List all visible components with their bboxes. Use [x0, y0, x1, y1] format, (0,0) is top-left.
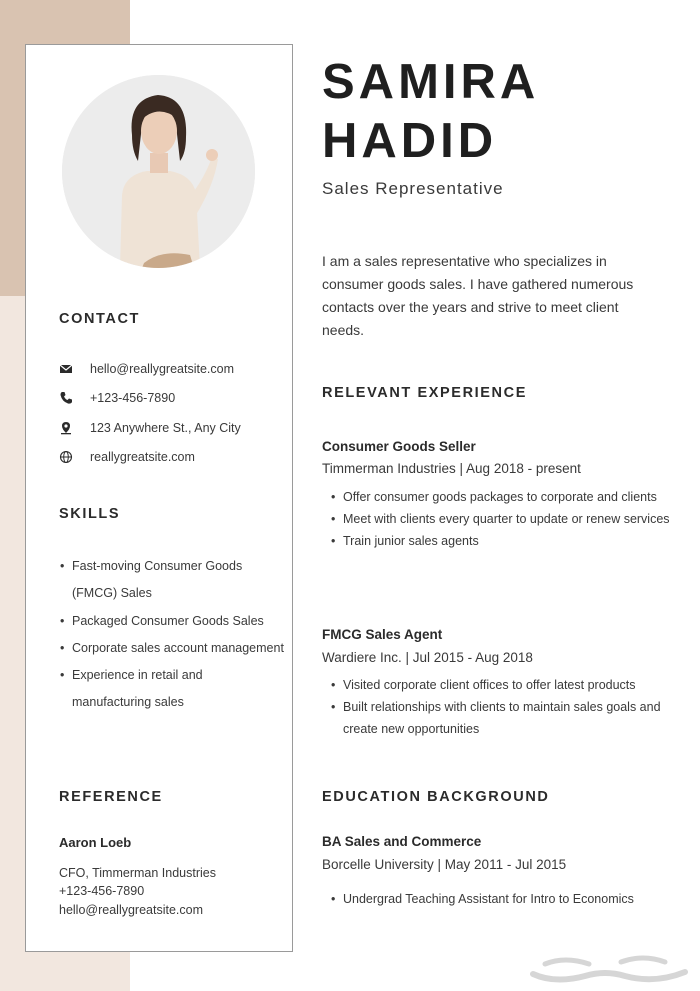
reference-phone: +123-456-7890 [59, 884, 145, 898]
experience-heading: RELEVANT EXPERIENCE [322, 385, 527, 401]
reference-heading: REFERENCE [59, 789, 163, 805]
list-item: • Undergrad Teaching Assistant for Intro to Economics [330, 888, 675, 910]
name-first: SAMIRA [322, 55, 540, 109]
list-item: • Packaged Consumer Goods Sales [59, 608, 284, 635]
list-item: • Meet with clients every quarter to update or renew services [330, 508, 675, 530]
email-icon [59, 362, 73, 376]
reference-name: Aaron Loeb [59, 835, 132, 850]
profile-summary: I am a sales representative who specializes in consumer goods sales. I have gathered numerous contacts over the years and strive to meet client needs. [322, 253, 634, 338]
name-last: HADID [322, 114, 498, 168]
job-1-title: Consumer Goods Seller [322, 439, 476, 454]
contact-heading: CONTACT [59, 311, 141, 327]
sidebar-panel [25, 44, 293, 952]
job-2-company: Wardiere Inc. | Jul 2015 - Aug 2018 [322, 650, 533, 665]
job-2-title: FMCG Sales Agent [322, 627, 443, 642]
education-heading: EDUCATION BACKGROUND [322, 789, 550, 805]
contact-website-text: reallygreatsite.com [90, 450, 195, 464]
list-item: • Corporate sales account management [59, 635, 284, 662]
contact-website[interactable] [59, 450, 195, 464]
list-item: • Experience in retail and manufacturing sales [59, 662, 284, 717]
job-1-bullets [330, 486, 675, 553]
contact-phone[interactable] [59, 391, 175, 405]
list-item: • Train junior sales agents [330, 530, 675, 552]
contact-phone-text: +123-456-7890 [90, 391, 176, 405]
education-school: Borcelle University | May 2011 - Jul 2015 [322, 857, 567, 872]
contact-email-text: hello@reallygreatsite.com [90, 362, 235, 376]
phone-icon [59, 391, 73, 405]
contact-email[interactable] [59, 362, 234, 376]
portrait-illustration [62, 75, 255, 268]
education-bullets [330, 888, 675, 910]
reference-email: hello@reallygreatsite.com [59, 903, 204, 917]
list-item: • Built relationships with clients to maintain sales goals and create new opportunities [330, 696, 675, 740]
job-2-bullets [330, 674, 675, 741]
globe-icon [59, 450, 73, 464]
skills-heading: SKILLS [59, 506, 121, 522]
job-1-company: Timmerman Industries | Aug 2018 - present [322, 461, 581, 476]
watermark-logo [525, 950, 695, 986]
contact-address-text: 123 Anywhere St., Any City [90, 421, 241, 435]
profile-photo [62, 75, 255, 268]
reference-position: CFO, Timmerman Industries [59, 866, 216, 880]
list-item: • Visited corporate client offices to offer latest products [330, 674, 675, 696]
list-item: • Fast-moving Consumer Goods (FMCG) Sales [59, 553, 284, 608]
education-degree: BA Sales and Commerce [322, 834, 482, 849]
job-role: Sales Representative [322, 179, 504, 198]
skills-list [59, 553, 284, 717]
location-icon [59, 421, 73, 435]
list-item: • Offer consumer goods packages to corporate and clients [330, 486, 675, 508]
contact-address [59, 421, 241, 435]
